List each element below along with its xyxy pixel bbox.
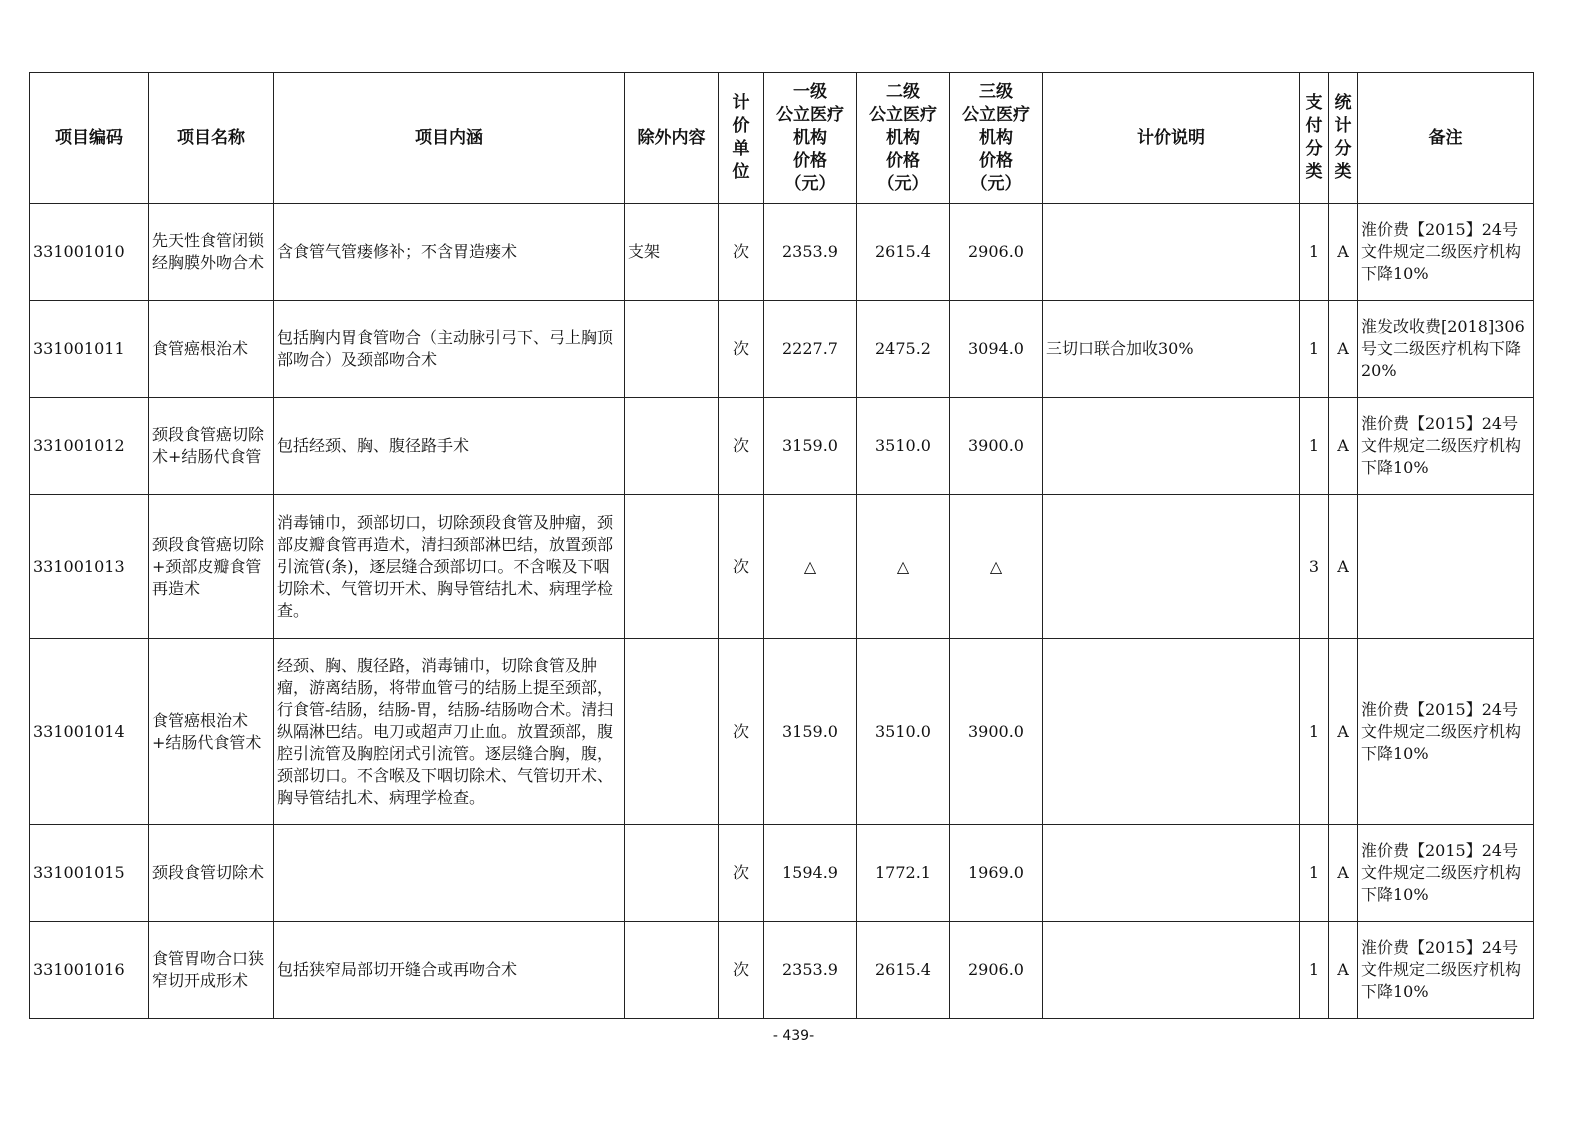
header-name: 项目名称	[149, 73, 274, 204]
cell-payment-category: 1	[1300, 301, 1329, 398]
cell-stat-category: A	[1329, 301, 1358, 398]
cell-price-level1: 2227.7	[764, 301, 857, 398]
cell-code: 331001011	[30, 301, 149, 398]
header-exclusion: 除外内容	[625, 73, 719, 204]
cell-price-level1: 2353.9	[764, 922, 857, 1019]
cell-price-level2: 3510.0	[857, 639, 950, 825]
cell-price-level3: 3900.0	[950, 398, 1043, 495]
cell-content: 包括狭窄局部切开缝合或再吻合术	[274, 922, 625, 1019]
cell-payment-category: 1	[1300, 204, 1329, 301]
cell-pricing-note: 三切口联合加收30%	[1043, 301, 1300, 398]
header-stat-category: 统计分类	[1329, 73, 1358, 204]
cell-price-level1: 3159.0	[764, 398, 857, 495]
table-row	[30, 204, 1534, 301]
table-row	[30, 398, 1534, 495]
cell-content: 包括经颈、胸、腹径路手术	[274, 398, 625, 495]
cell-content: 经颈、胸、腹径路，消毒铺巾，切除食管及肿瘤，游离结肠，将带血管弓的结肠上提至颈部，行食管-结肠，结肠-胃，结肠-结肠吻合术。清扫纵隔淋巴结。电刀或超声刀止血。放置颈部，腹腔引流管及胸腔闭式引流管。逐层缝合胸，腹，颈部切口。不含喉及下咽切除术、气管切开术、胸导管结扎术、病理学检查。	[274, 639, 625, 825]
header-price-level2: 二级 公立医疗 机构 价格 （元）	[857, 73, 950, 204]
cell-price-level1: △	[764, 495, 857, 639]
price-table	[29, 72, 1534, 1019]
cell-unit: 次	[719, 922, 764, 1019]
cell-payment-category: 1	[1300, 639, 1329, 825]
cell-remark	[1358, 495, 1534, 639]
cell-payment-category: 3	[1300, 495, 1329, 639]
cell-exclusion	[625, 301, 719, 398]
cell-price-level1: 3159.0	[764, 639, 857, 825]
cell-unit: 次	[719, 398, 764, 495]
cell-price-level3: 1969.0	[950, 825, 1043, 922]
cell-remark: 淮价费【2015】24号文件规定二级医疗机构下降10%	[1358, 639, 1534, 825]
header-content: 项目内涵	[274, 73, 625, 204]
cell-unit: 次	[719, 825, 764, 922]
header-unit: 计价单位	[719, 73, 764, 204]
table-row	[30, 301, 1534, 398]
cell-code: 331001010	[30, 204, 149, 301]
cell-stat-category: A	[1329, 639, 1358, 825]
header-row	[30, 73, 1534, 204]
cell-price-level2: 1772.1	[857, 825, 950, 922]
cell-content	[274, 825, 625, 922]
cell-price-level2: 2615.4	[857, 204, 950, 301]
cell-price-level3: 3094.0	[950, 301, 1043, 398]
cell-code: 331001014	[30, 639, 149, 825]
cell-exclusion	[625, 639, 719, 825]
header-remark: 备注	[1358, 73, 1534, 204]
cell-pricing-note	[1043, 639, 1300, 825]
cell-name: 颈段食管癌切除术+结肠代食管	[149, 398, 274, 495]
cell-content: 消毒铺巾，颈部切口，切除颈段食管及肿瘤，颈部皮瓣食管再造术，清扫颈部淋巴结，放置颈部引流管(条)，逐层缝合颈部切口。不含喉及下咽切除术、气管切开术、胸导管结扎术、病理学检查。	[274, 495, 625, 639]
cell-code: 331001015	[30, 825, 149, 922]
cell-name: 颈段食管切除术	[149, 825, 274, 922]
cell-exclusion	[625, 922, 719, 1019]
cell-remark: 淮价费【2015】24号文件规定二级医疗机构下降10%	[1358, 398, 1534, 495]
cell-name: 食管癌根治术+结肠代食管术	[149, 639, 274, 825]
cell-stat-category: A	[1329, 398, 1358, 495]
cell-name: 食管胃吻合口狭窄切开成形术	[149, 922, 274, 1019]
header-code: 项目编码	[30, 73, 149, 204]
cell-pricing-note	[1043, 398, 1300, 495]
cell-name: 食管癌根治术	[149, 301, 274, 398]
cell-stat-category: A	[1329, 922, 1358, 1019]
cell-unit: 次	[719, 204, 764, 301]
cell-pricing-note	[1043, 825, 1300, 922]
cell-exclusion: 支架	[625, 204, 719, 301]
cell-price-level3: 2906.0	[950, 204, 1043, 301]
cell-unit: 次	[719, 301, 764, 398]
cell-price-level2: 3510.0	[857, 398, 950, 495]
cell-stat-category: A	[1329, 495, 1358, 639]
cell-pricing-note	[1043, 922, 1300, 1019]
cell-payment-category: 1	[1300, 825, 1329, 922]
cell-pricing-note	[1043, 495, 1300, 639]
header-price-level1: 一级 公立医疗 机构 价格 （元）	[764, 73, 857, 204]
cell-price-level2: 2475.2	[857, 301, 950, 398]
table-row	[30, 639, 1534, 825]
cell-stat-category: A	[1329, 825, 1358, 922]
cell-unit: 次	[719, 639, 764, 825]
table-row	[30, 825, 1534, 922]
cell-code: 331001013	[30, 495, 149, 639]
header-payment-category: 支付分类	[1300, 73, 1329, 204]
cell-content: 含食管气管瘘修补；不含胃造瘘术	[274, 204, 625, 301]
cell-code: 331001016	[30, 922, 149, 1019]
cell-remark: 淮发改收费[2018]306号文二级医疗机构下降20%	[1358, 301, 1534, 398]
header-price-level3: 三级 公立医疗 机构 价格 （元）	[950, 73, 1043, 204]
cell-code: 331001012	[30, 398, 149, 495]
cell-price-level3: 2906.0	[950, 922, 1043, 1019]
cell-price-level1: 1594.9	[764, 825, 857, 922]
table-row	[30, 495, 1534, 639]
page-number: - 439-	[772, 1028, 815, 1044]
cell-remark: 淮价费【2015】24号文件规定二级医疗机构下降10%	[1358, 204, 1534, 301]
cell-payment-category: 1	[1300, 922, 1329, 1019]
cell-remark: 淮价费【2015】24号文件规定二级医疗机构下降10%	[1358, 922, 1534, 1019]
cell-pricing-note	[1043, 204, 1300, 301]
cell-price-level2: △	[857, 495, 950, 639]
cell-payment-category: 1	[1300, 398, 1329, 495]
cell-name: 颈段食管癌切除+颈部皮瓣食管再造术	[149, 495, 274, 639]
header-pricing-note: 计价说明	[1043, 73, 1300, 204]
cell-price-level1: 2353.9	[764, 204, 857, 301]
cell-unit: 次	[719, 495, 764, 639]
cell-exclusion	[625, 825, 719, 922]
cell-price-level3: 3900.0	[950, 639, 1043, 825]
cell-price-level3: △	[950, 495, 1043, 639]
cell-exclusion	[625, 495, 719, 639]
cell-stat-category: A	[1329, 204, 1358, 301]
cell-remark: 淮价费【2015】24号文件规定二级医疗机构下降10%	[1358, 825, 1534, 922]
cell-exclusion	[625, 398, 719, 495]
table-row	[30, 922, 1534, 1019]
cell-name: 先天性食管闭锁经胸膜外吻合术	[149, 204, 274, 301]
cell-content: 包括胸内胃食管吻合（主动脉引弓下、弓上胸顶部吻合）及颈部吻合术	[274, 301, 625, 398]
cell-price-level2: 2615.4	[857, 922, 950, 1019]
